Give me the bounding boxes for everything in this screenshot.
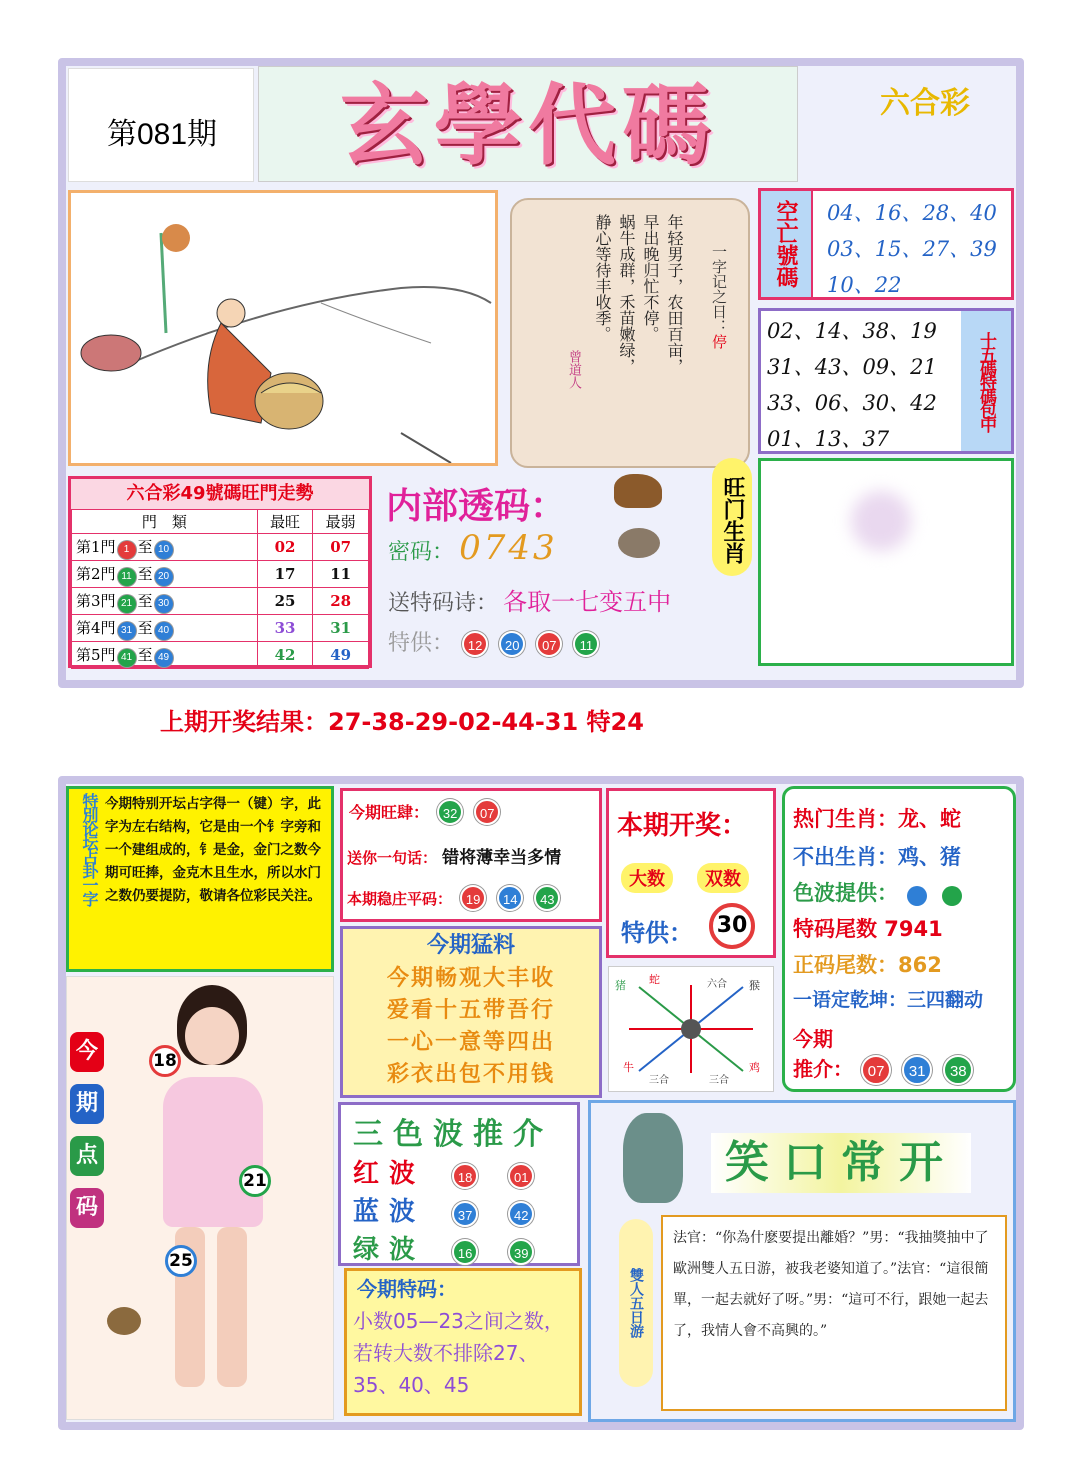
bo-name-green: 绿波 — [353, 1235, 426, 1265]
door-best: 42 — [257, 642, 313, 669]
tema-title: 今期特码： — [357, 1277, 457, 1301]
sebo-label: 色波提供： — [793, 881, 898, 905]
dianma-char: 点 — [70, 1136, 104, 1176]
compass-diagram — [608, 966, 774, 1092]
bo-name-red: 红波 — [353, 1159, 426, 1189]
tuijie-ball-2: 31 — [902, 1055, 932, 1085]
last-result: 上期开奖结果：27-38-29-02-44-31 特24 — [160, 708, 644, 736]
blurred-ad-area — [758, 458, 1014, 666]
daxiao-1: 大数 — [621, 863, 673, 893]
sesebo-box — [338, 1102, 580, 1266]
door-cell: 第3門 21 至 30 — [72, 588, 258, 615]
tuijie-ball-1: 07 — [861, 1055, 891, 1085]
sebo-row — [793, 877, 962, 907]
yiju-label: 送你一句话： — [347, 849, 438, 867]
poem-gift-row — [388, 582, 671, 617]
dianma-char: 今 — [70, 1032, 104, 1072]
door-name: 第1門 — [76, 537, 116, 556]
mengliao-title: 今期猛料 — [426, 933, 515, 958]
kongwang-row-3: 10、22 — [827, 273, 902, 297]
forum-box — [66, 786, 334, 972]
kongwang-box — [758, 188, 1014, 300]
door-to-ball: 10 — [155, 541, 173, 559]
page-title: 玄學代碼 — [339, 73, 716, 177]
door-to-ball: 30 — [155, 595, 173, 613]
dianma-label — [70, 1032, 106, 1240]
benqi-tegong-label: 特供： — [621, 919, 693, 947]
compass-s4: 鸡 — [749, 1061, 760, 1074]
door-row — [72, 534, 369, 561]
door-worst: 49 — [313, 642, 369, 669]
poem-author: 曾道人 — [566, 350, 581, 389]
poem-title-text: 一字记之日： — [710, 244, 728, 334]
xiaokou-title: 笑口常开 — [711, 1133, 971, 1193]
benqi-box — [606, 788, 776, 958]
poem-line-2: 早出晚归忙不停。 — [641, 214, 660, 342]
girl-ball-1: 18 — [149, 1045, 181, 1077]
compass-s2: 三合 — [649, 1075, 669, 1086]
bo-row-green — [353, 1229, 537, 1266]
sesebo-title: 三色波推介 — [353, 1117, 553, 1152]
forum-text: 今期特别开坛占字得一（键）字，此字为左右结构，它是由一个钅字旁和一个建组成的，钅是金，金门之数今期可旺捧，金克木且生水，所以水门之数仍要提防，敬请各位彩民关注。 — [105, 796, 321, 904]
mengliao-line-1: 今期畅观大丰收 — [386, 966, 555, 991]
green-dot-icon — [942, 886, 962, 906]
joke-text: 法官：“你為什麽要提出離婚？”男：“我抽獎抽中了歐洲雙人五日游，被我老婆知道了。”法官：“這很簡單，一起去就好了呀。”男：“這可不行，跟她一起去了，我情人會不高興的。” — [661, 1215, 1007, 1411]
tegong-ball-2: 20 — [499, 631, 525, 657]
door-worst: 28 — [313, 588, 369, 615]
dianma-char: 期 — [70, 1084, 104, 1124]
rabbit-icon — [618, 528, 660, 558]
wenzhuang-ball-2: 14 — [497, 885, 523, 911]
door-best: 25 — [257, 588, 313, 615]
poem-gift-text: 各取一七变五中 — [503, 588, 672, 616]
wang-row — [349, 799, 503, 825]
door-name: 第5門 — [76, 645, 116, 664]
girl-ball-3: 25 — [165, 1245, 197, 1277]
door-from-ball: 1 — [118, 541, 136, 559]
wang-ball-2: 07 — [474, 799, 500, 825]
door-row — [72, 642, 369, 669]
forum-side-label: 特別论坛占卦一字 — [80, 793, 99, 905]
door-worst: 31 — [313, 615, 369, 642]
no-zodiac: 不出生肖：鸡、猪 — [793, 845, 961, 869]
mengliao-line-4: 彩衣出包不用钱 — [386, 1062, 555, 1087]
bo-red-ball-2: 01 — [508, 1163, 534, 1189]
tuijie-row — [793, 1053, 976, 1085]
door-best: 17 — [257, 561, 313, 588]
mengliao-box — [340, 926, 602, 1098]
issue-box — [68, 68, 254, 182]
poem-gift-label: 送特码诗： — [388, 591, 499, 616]
kongwang-row-2: 03、15、27、39 — [827, 237, 997, 261]
tegong-row — [388, 626, 602, 657]
poem-line-4: 静心等待丰收季。 — [593, 214, 612, 342]
compass-n3: 六合 — [707, 979, 727, 990]
tuijie-label-2: 推介： — [793, 1057, 853, 1081]
farmer-illustration — [68, 190, 498, 466]
tegong-ball-4: 11 — [573, 631, 599, 657]
door-row — [72, 615, 369, 642]
bo-red-ball-1: 18 — [452, 1163, 478, 1189]
compass-n4: 猴 — [749, 979, 760, 992]
tema-text: 小数05—23之间之数，若转大数不排除27、35、40、45 — [353, 1309, 564, 1397]
wang-box — [340, 788, 602, 922]
bo-row-red — [353, 1153, 537, 1190]
mengliao-line-3: 一心一意等四出 — [386, 1030, 555, 1055]
poem-title — [709, 244, 730, 349]
kongwang-row-1: 04、16、28、40 — [827, 201, 997, 225]
tuijie-ball-3: 38 — [943, 1055, 973, 1085]
shiwu-row-2: 31、43、09、21 — [767, 355, 937, 379]
wang-ball-1: 32 — [437, 799, 463, 825]
door-cell: 第5門 41 至 49 — [72, 642, 258, 669]
shiwu-row-3: 33、06、30、42 — [767, 391, 937, 415]
door-name: 第4門 — [76, 618, 116, 637]
poem-key: 停 — [710, 334, 728, 349]
door-trend-table — [68, 476, 372, 668]
door-row — [72, 561, 369, 588]
door-from-ball: 41 — [118, 649, 136, 667]
compass-s1: 牛 — [623, 1061, 634, 1074]
wenzhuang-ball-1: 19 — [460, 885, 486, 911]
joke-side-label: 雙人五日游 — [619, 1219, 653, 1387]
door-table — [71, 509, 369, 669]
poem-scroll — [510, 198, 750, 468]
tegong-label: 特供： — [388, 631, 455, 656]
issue-number: 第081期 — [107, 118, 218, 151]
door-to-ball: 20 — [155, 568, 173, 586]
mima-row — [388, 528, 558, 568]
neibu-title: 内部透码： — [386, 485, 567, 527]
bo-green-ball-1: 16 — [452, 1239, 478, 1265]
wenzhuang-label: 本期稳庄平码： — [347, 890, 453, 908]
shiwu-row-4: 01、13、37 — [767, 427, 890, 451]
col-best: 最旺 — [257, 510, 313, 534]
title-banner — [258, 66, 798, 182]
girl-area — [66, 976, 334, 1420]
compass-n1: 猪 — [615, 979, 626, 992]
tegong-ball-3: 07 — [536, 631, 562, 657]
door-row — [72, 588, 369, 615]
shiwu-row-1: 02、14、38、19 — [767, 319, 937, 343]
tuijie-label-1: 今期 — [793, 1027, 833, 1051]
poem-line-3: 蜗牛成群，禾苗嫩绿， — [617, 214, 636, 374]
daxiao-2: 双数 — [697, 863, 749, 893]
col-worst: 最弱 — [313, 510, 369, 534]
door-best: 33 — [257, 615, 313, 642]
door-worst: 11 — [313, 561, 369, 588]
compass-n2: 蛇 — [649, 973, 660, 986]
money-bag-icon — [623, 1113, 683, 1203]
tema-weishu: 特码尾数 7941 — [793, 917, 943, 941]
yiju-text: 错将薄幸当多情 — [442, 848, 562, 868]
door-to-ball: 49 — [155, 649, 173, 667]
door-from-ball: 31 — [118, 622, 136, 640]
benqi-title: 本期开奖： — [617, 811, 748, 841]
mengliao-line-2: 爱看十五带吾行 — [386, 998, 555, 1023]
benqi-tegong-ball: 30 — [709, 903, 755, 949]
wenzhuang-ball-3: 43 — [534, 885, 560, 911]
blue-dot-icon — [907, 886, 927, 906]
bo-row-blue — [353, 1191, 537, 1228]
door-name: 第3門 — [76, 591, 116, 610]
xiaokou-box — [588, 1100, 1016, 1422]
mima-value: 0743 — [459, 528, 558, 568]
zhengma-weishu: 正码尾数：862 — [793, 953, 942, 977]
bo-blue-ball-1: 37 — [452, 1201, 478, 1227]
door-from-ball: 21 — [118, 595, 136, 613]
shiwu-box — [758, 308, 1014, 454]
hot-zodiac: 热门生肖：龙、蛇 — [793, 807, 961, 831]
compass-s3: 三合 — [709, 1075, 729, 1086]
bo-name-blue: 蓝波 — [353, 1197, 426, 1227]
ox-icon — [614, 474, 662, 508]
wang-label: 今期旺肆： — [349, 803, 430, 822]
tema-box — [344, 1268, 582, 1416]
wenzhuang-row — [347, 885, 563, 911]
mima-label: 密码： — [388, 540, 455, 565]
hot-info-box — [782, 786, 1016, 1092]
bo-green-ball-2: 39 — [508, 1239, 534, 1265]
kongwang-label: 空亡號碼 — [761, 191, 813, 297]
door-worst: 07 — [313, 534, 369, 561]
door-best: 02 — [257, 534, 313, 561]
yiju-row — [347, 843, 561, 868]
door-cell: 第2門 11 至 20 — [72, 561, 258, 588]
door-cell: 第4門 31 至 40 — [72, 615, 258, 642]
door-name: 第2門 — [76, 564, 116, 583]
door-table-title: 六合彩49號碼旺門走勢 — [71, 479, 369, 509]
door-from-ball: 11 — [118, 568, 136, 586]
dianma-char: 码 — [70, 1188, 104, 1228]
poem-line-1: 年轻男子，农田百亩， — [665, 214, 684, 374]
monkey-icon — [107, 1307, 141, 1335]
col-door: 門 類 — [72, 510, 258, 534]
door-to-ball: 40 — [155, 622, 173, 640]
brand-label: 六合彩 — [880, 86, 970, 121]
shiwu-label: 十五碼特碼包中 — [961, 311, 1011, 451]
yiyu: 一语定乾坤：三四翻动 — [793, 989, 984, 1011]
girl-ball-2: 21 — [239, 1165, 271, 1197]
wangmen-label: 旺门生肖 — [712, 458, 752, 576]
bo-blue-ball-2: 42 — [508, 1201, 534, 1227]
tegong-ball-1: 12 — [462, 631, 488, 657]
door-cell: 第1門 1 至 10 — [72, 534, 258, 561]
